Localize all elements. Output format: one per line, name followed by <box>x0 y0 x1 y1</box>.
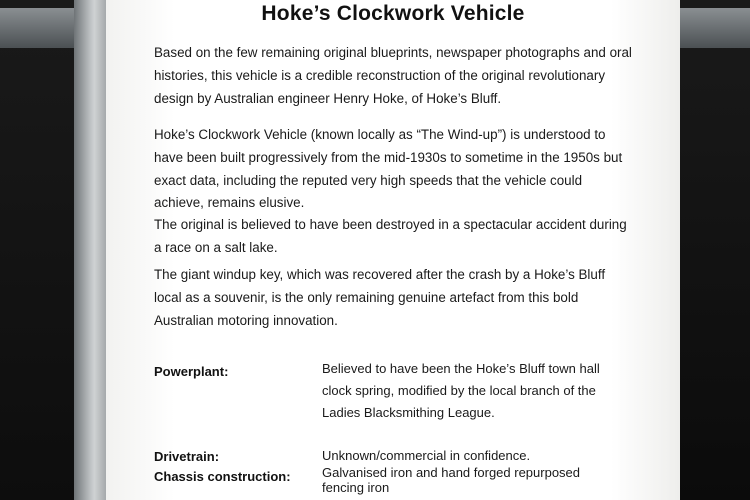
paragraph-history: Hoke’s Clockwork Vehicle (known locally as “The Wind-up”) is understood to have been built progressively from the mid-1930s to sometime in the 1950s but exact data, including the reputed very high speeds that the vehicle could achieve, remains elusive. <box>154 127 623 211</box>
spec-label-powerplant: Powerplant: <box>154 364 229 379</box>
spec-value-powerplant: Believed to have been the Hoke’s Bluff town hall clock spring, modified by the local branch of the Ladies Blacksmithing League. <box>322 361 600 420</box>
metal-rail-left <box>0 8 80 48</box>
spec-value-drivetrain: Unknown/commercial in confidence. <box>322 448 531 463</box>
sign-frame-left <box>74 0 108 500</box>
paragraph-intro: Based on the few remaining original blueprints, newspaper photographs and oral histories, this vehicle is a credible reconstruction of the original revolutionary design by Australian engineer Henry Hoke, of Hoke’s Bluff. <box>154 45 632 106</box>
paragraph-accident: The original is believed to have been destroyed in a spectacular accident during a race on a salt lake. <box>154 217 627 255</box>
spec-label-chassis: Chassis construction: <box>154 469 291 484</box>
sign-title: Hoke’s Clockwork Vehicle <box>261 2 525 25</box>
info-sign-panel <box>106 0 680 500</box>
spec-value-chassis: Galvanised iron and hand forged repurposed fencing iron <box>322 465 581 495</box>
paragraph-windup-key: The giant windup key, which was recovered after the crash by a Hoke’s Bluff local as a souvenir, is the only remaining genuine artefact from this bold Australian motoring innovation. <box>154 267 606 328</box>
spec-label-drivetrain: Drivetrain: <box>154 449 220 464</box>
metal-rail-right <box>670 8 750 48</box>
